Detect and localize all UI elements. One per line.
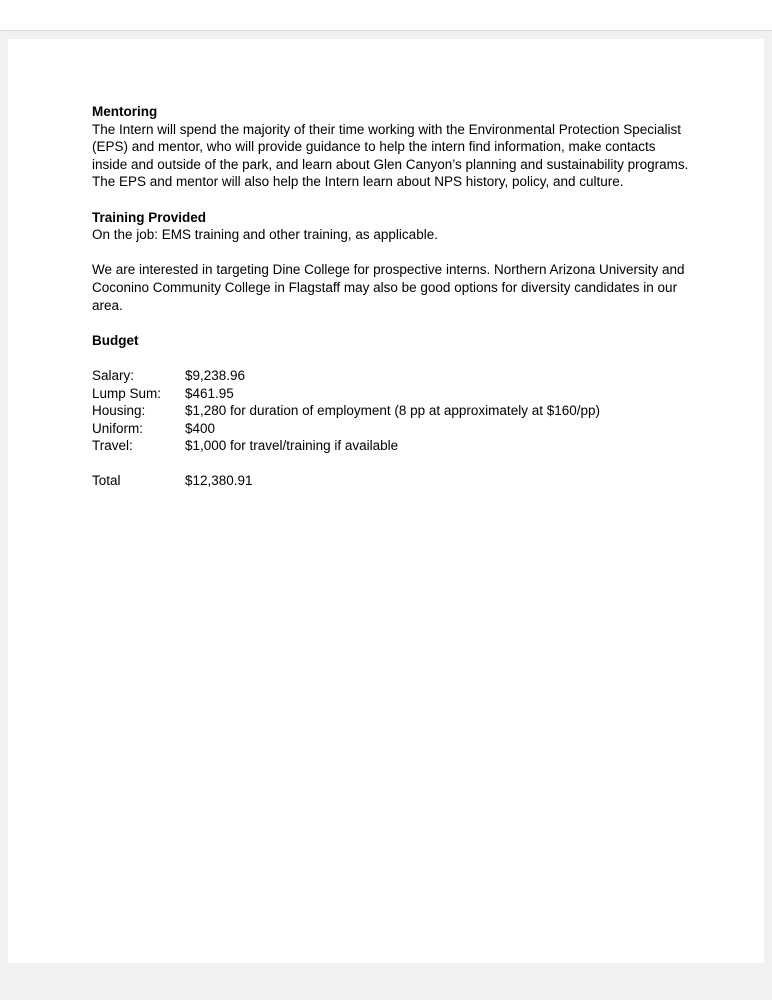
budget-row-lump-sum	[92, 385, 692, 403]
section-budget	[92, 332, 692, 490]
budget-value: $1,000 for travel/training if available	[185, 438, 399, 454]
recruiting-paragraph: We are interested in targeting Dine College for prospective interns. Northern Arizona University and Coconino Community College in Flagstaff may also be good options for diversity candidates in our area.	[92, 262, 685, 313]
budget-label: Salary:	[92, 367, 135, 383]
budget-value: $461.95	[185, 385, 234, 401]
budget-value: $1,280 for duration of employment (8 pp at approximately at $160/pp)	[185, 403, 600, 419]
training-heading: Training Provided	[92, 209, 207, 225]
document-body	[92, 103, 692, 490]
mentoring-paragraph: The Intern will spend the majority of their time working with the Environmental Protection Specialist (EPS) and mentor, who will provide guidance to help the intern find information, make contacts inside and outside of the park, and learn about Glen Canyon’s planning and sustainability programs. The EPS and mentor will also help the Intern learn about NPS history, policy, and culture.	[92, 121, 689, 190]
budget-heading: Budget	[92, 332, 139, 348]
budget-total-row	[92, 472, 692, 490]
budget-value: $9,238.96	[185, 367, 246, 383]
budget-row-salary	[92, 367, 692, 385]
mentoring-heading: Mentoring	[92, 104, 158, 119]
budget-total-label: Total	[92, 473, 121, 489]
budget-label: Housing:	[92, 403, 146, 419]
budget-label: Uniform:	[92, 420, 144, 436]
budget-total-value: $12,380.91	[185, 473, 253, 489]
training-paragraph: On the job: EMS training and other training, as applicable.	[92, 227, 438, 243]
viewer-top-strip	[0, 0, 772, 31]
section-mentoring	[92, 103, 692, 191]
budget-table	[92, 367, 692, 490]
budget-value: $400	[185, 420, 216, 436]
section-training-provided	[92, 209, 692, 315]
budget-row-travel	[92, 437, 692, 455]
document-page	[8, 39, 764, 963]
budget-row-uniform	[92, 420, 692, 438]
budget-label: Lump Sum:	[92, 385, 162, 401]
budget-row-housing	[92, 402, 692, 420]
budget-label: Travel:	[92, 438, 133, 454]
